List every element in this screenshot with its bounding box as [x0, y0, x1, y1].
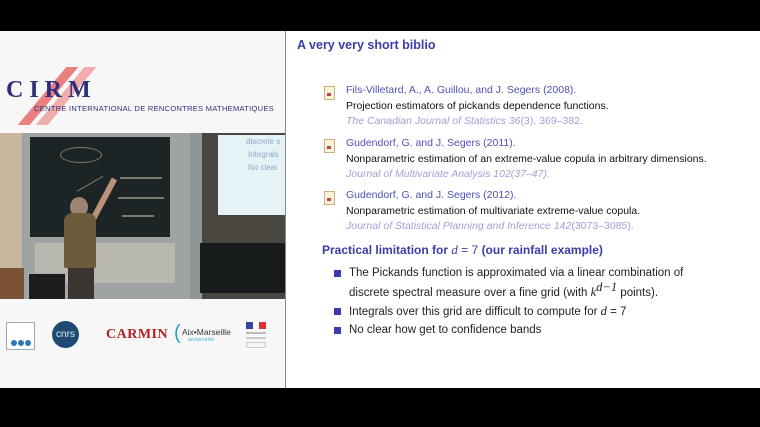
speaker-panel [0, 31, 286, 388]
bullet-square-icon [334, 327, 341, 334]
laptop [28, 273, 66, 299]
aix-marseille-logo [174, 324, 234, 346]
reference-journal: Journal of Statistical Planning and Inference 142(3073–3085). [346, 220, 634, 232]
amu-sub: université [188, 337, 215, 343]
bullet-square-icon [334, 270, 341, 277]
projector-text: Integrals [248, 150, 279, 159]
projector-text: No clear [248, 163, 278, 172]
sponsor-logos [0, 316, 285, 356]
reference-authors: Gudendorf, G. and J. Segers (2012). [346, 189, 517, 201]
second-blackboard [200, 243, 285, 293]
smf-logo [6, 322, 35, 350]
speaker-body [64, 213, 96, 268]
french-flag-icon [246, 322, 266, 329]
cirm-subtitle: CENTRE INTERNATIONAL DE RENCONTRES MATHEMATIQUES [34, 104, 274, 113]
reference-title: Projection estimators of pickands dependence functions. [346, 100, 609, 112]
slide [286, 31, 760, 388]
bullet-square-icon [334, 308, 341, 315]
reference-journal: Journal of Multivariate Analysis 102(37–47). [346, 168, 550, 180]
bullet-item: The Pickands function is approximated via a linear combination of discrete spectral measure over a fine grid (with $k^{d-1}$ points). [333, 266, 753, 300]
reference-title: Nonparametric estimation of an extreme-value copula in arbitrary dimensions. [346, 153, 707, 165]
bullet-item: Integrals over this grid are difficult to compute for d = 7 [333, 304, 753, 319]
cnrs-logo: cnrs [52, 321, 79, 348]
amu-name: Aix•Marseille [182, 327, 231, 337]
slide-title: A very very short biblio [297, 38, 436, 52]
projector-text: discrete s [246, 137, 281, 146]
article-icon [324, 139, 335, 153]
carmin-logo: CARMIN [106, 327, 169, 342]
reference-journal: The Canadian Journal of Statistics 36(3), 369–382. [346, 115, 583, 127]
article-icon [324, 86, 335, 100]
speaker-legs [68, 268, 94, 299]
blackboard [30, 137, 170, 237]
article-icon [324, 191, 335, 205]
speaker-video [0, 133, 285, 299]
reference-title: Nonparametric estimation of multivariate extreme-value copula. [346, 205, 641, 217]
reference-authors: Fils-Villetard, A., A. Guillou, and J. Segers (2008). [346, 84, 577, 96]
video-frame [0, 31, 760, 388]
republique-francaise-logo [246, 322, 266, 348]
bullet-list [333, 266, 753, 341]
cirm-wordmark: CIRM [6, 77, 97, 103]
projector-screen [218, 135, 285, 215]
amu-bracket-icon: ( [174, 322, 181, 344]
reference-authors: Gudendorf, G. and J. Segers (2011). [346, 137, 516, 149]
section-heading: Practical limitation for d = 7 (our rainfall example) [322, 242, 603, 257]
cirm-logo [4, 67, 284, 127]
desk [0, 268, 24, 299]
bullet-item: No clear how get to confidence bands [333, 323, 753, 337]
